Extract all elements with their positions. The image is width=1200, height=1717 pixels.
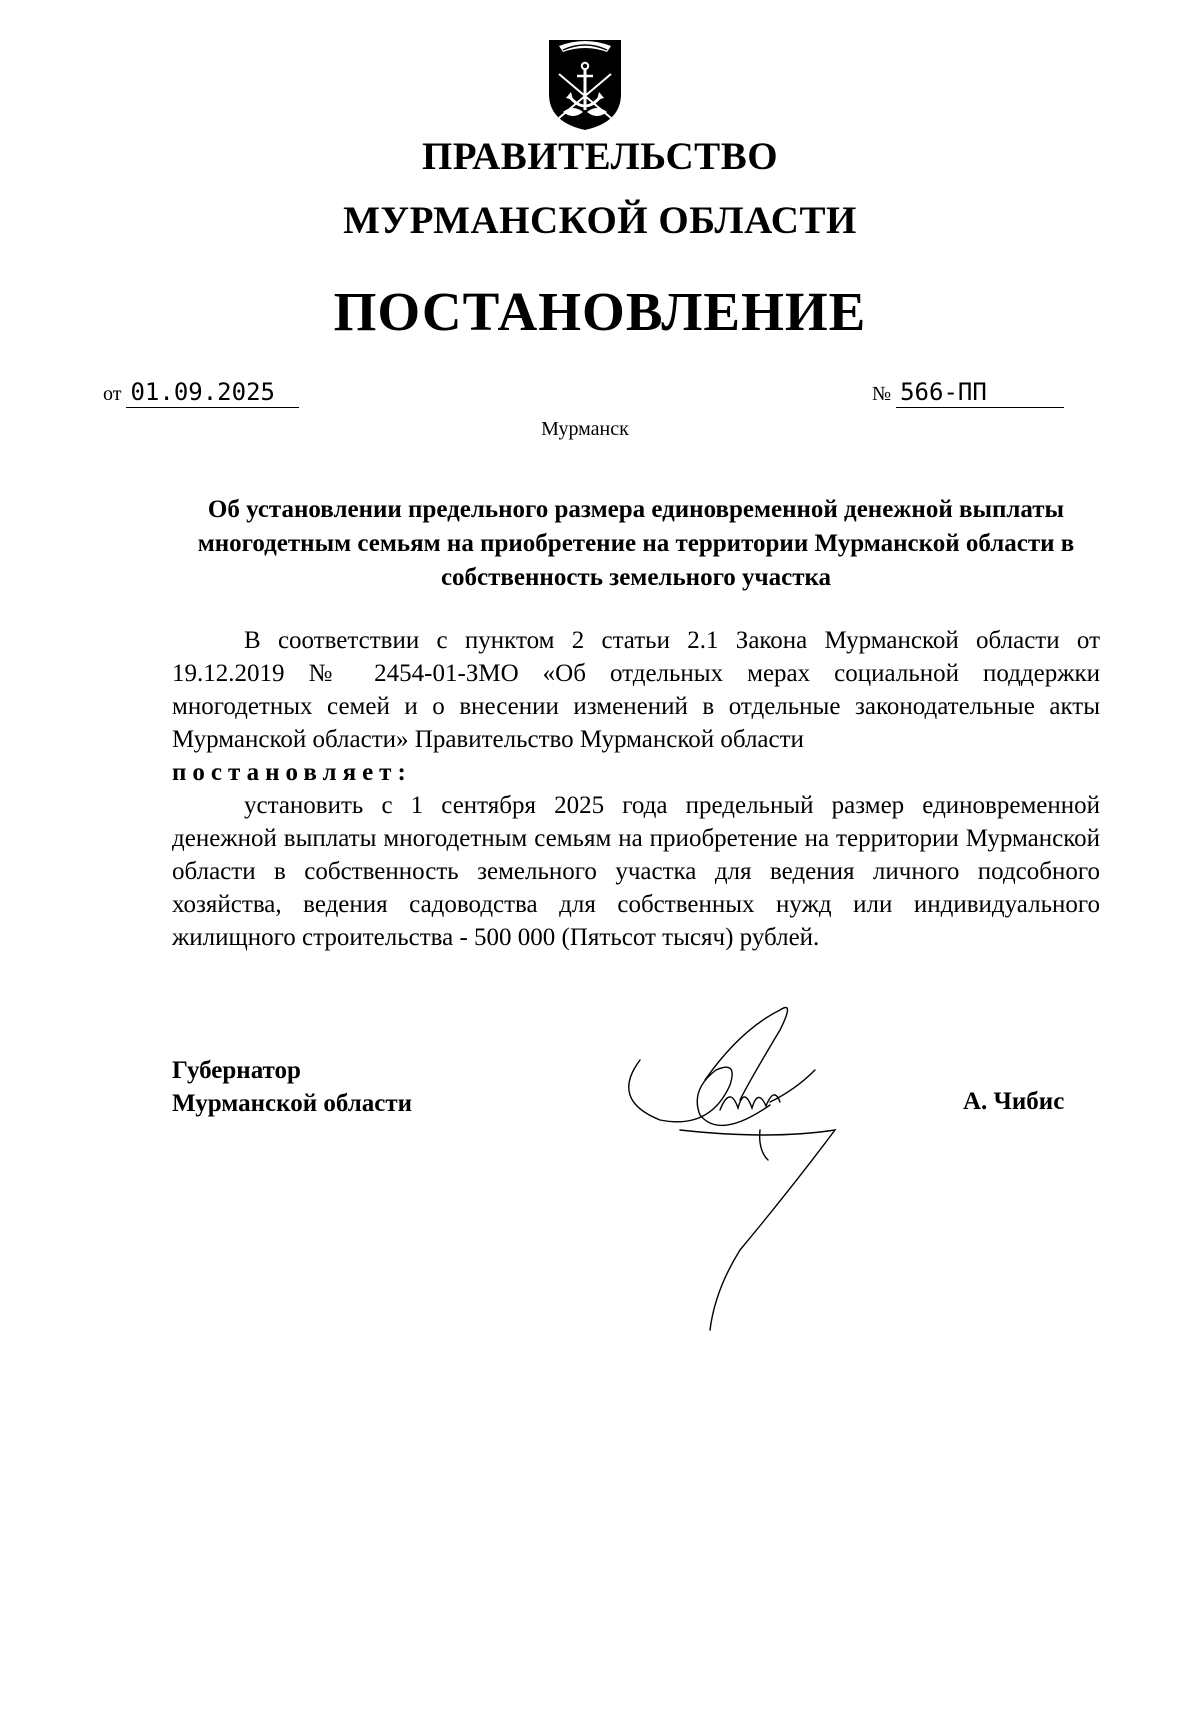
document-date <box>103 378 299 408</box>
document-title: Об установлении предельного размера единовременной денежной выплаты многодетным семьям на приобретение на территории Мурманской области в собственность земельного участка <box>197 496 1075 591</box>
preamble-text: В соответствии с пунктом 2 статьи 2.1 Закона Мурманской области от 19.12.2019 № 2454-01-ЗМО «Об отдельных мерах социальной поддержки многодетных семей и о внесении изменений в отдельные законодательные акты Мурманской области» Правительство Мурманской области <box>172 627 1100 753</box>
document-body <box>172 624 1100 954</box>
decision-paragraph: установить с 1 сентября 2025 года предельный размер единовременной денежной выплаты многодетным семьям на приобретение на территории Мурманской области в собственность земельного участка для ведения личного подсобного хозяйства, ведения садоводства для собственных нужд или индивидуального жилищного строительства - 500 000 (Пятьсот тысяч) рублей. <box>172 792 1100 951</box>
handwritten-signature <box>620 990 850 1340</box>
position-line2: Мурманской области <box>172 1090 413 1117</box>
date-value: 01.09.2025 <box>126 378 299 408</box>
preamble-paragraph <box>172 624 1100 789</box>
organization-name-line2: МУРМАНСКОЙ ОБЛАСТИ <box>343 199 857 242</box>
document-number <box>872 378 1064 408</box>
organization-name-line1: ПРАВИТЕЛЬСТВО <box>421 135 779 178</box>
position-line1: Губернатор <box>172 1057 301 1084</box>
city-name: Мурманск <box>541 418 629 440</box>
date-label: от <box>103 383 122 405</box>
coat-of-arms-icon <box>545 32 625 132</box>
signer-name: А. Чибис <box>963 1088 1065 1115</box>
number-value: 566-ПП <box>896 378 1064 408</box>
signatory-position <box>172 1054 412 1120</box>
resolution-verb: постановляет: <box>172 759 412 786</box>
number-label: № <box>872 383 892 405</box>
document-type: ПОСТАНОВЛЕНИЕ <box>333 281 867 342</box>
